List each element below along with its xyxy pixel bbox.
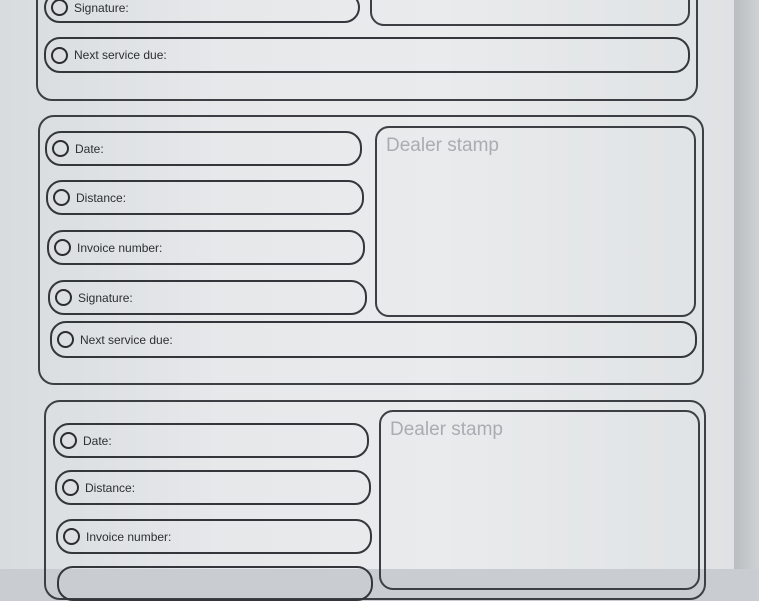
checkbox-circle-icon[interactable] [51,0,68,16]
distance-field[interactable] [46,180,364,215]
invoice-number-label: Invoice number: [77,240,163,255]
next-service-field[interactable] [44,37,690,73]
page-edge-shadow [734,0,759,569]
distance-label: Distance: [76,190,127,205]
next-service-field[interactable] [50,321,697,358]
next-service-label: Next service due: [74,48,167,62]
dealer-stamp-box [375,126,696,317]
signature-field[interactable] [48,280,367,315]
next-service-label: Next service due: [80,332,173,347]
dealer-stamp-box [370,0,690,26]
date-field[interactable] [53,423,369,458]
date-label: Date: [75,141,104,156]
date-field[interactable] [45,131,362,166]
distance-field[interactable] [55,470,371,505]
checkbox-circle-icon[interactable] [60,432,77,449]
signature-label: Signature: [78,290,133,305]
checkbox-circle-icon[interactable] [62,479,79,496]
signature-label: Signature: [74,0,129,15]
signature-field-partial[interactable] [57,566,373,601]
distance-label: Distance: [85,480,136,495]
checkbox-circle-icon[interactable] [63,528,80,545]
invoice-number-field[interactable] [56,519,372,554]
checkbox-circle-icon[interactable] [51,47,68,64]
checkbox-circle-icon[interactable] [57,331,74,348]
checkbox-circle-icon[interactable] [53,189,70,206]
dealer-stamp-label: Dealer stamp [386,135,499,156]
invoice-number-label: Invoice number: [86,529,172,544]
date-label: Date: [83,433,112,448]
dealer-stamp-box [379,410,700,590]
checkbox-circle-icon[interactable] [52,140,69,157]
dealer-stamp-label: Dealer stamp [390,419,503,440]
signature-field[interactable] [44,0,360,23]
invoice-number-field[interactable] [47,230,365,265]
checkbox-circle-icon[interactable] [54,239,71,256]
checkbox-circle-icon[interactable] [55,289,72,306]
